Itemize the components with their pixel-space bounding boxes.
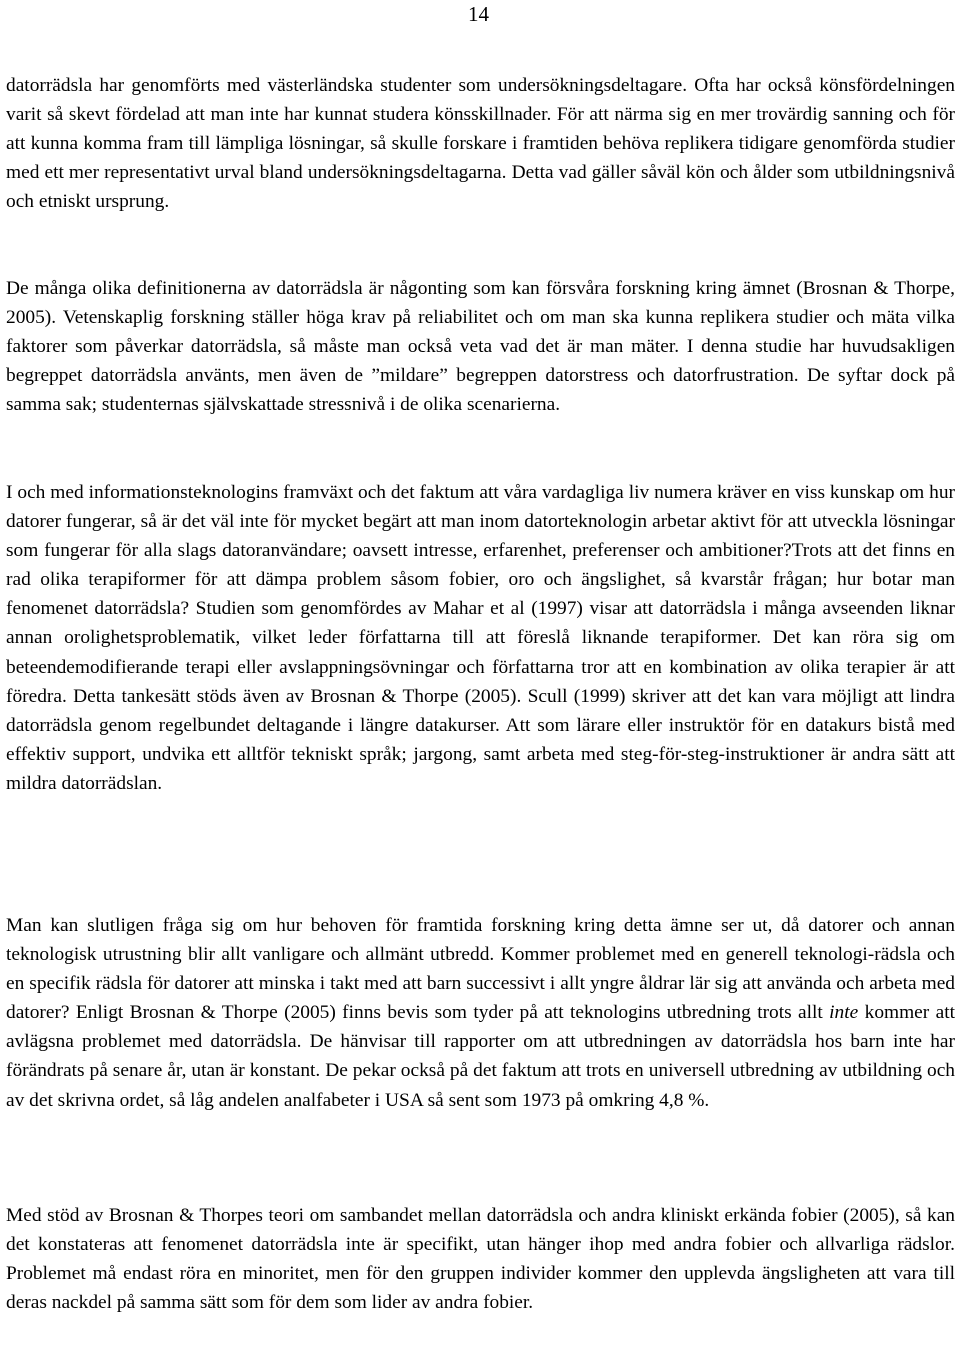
paragraph-4-text-after: kommer att avlägsna problemet med datorrädsla. De hänvisar till rapporter om att utbredningen av datorrädsla hos barn inte har förändrats på senare år, utan är konstant. De pekar också på det faktum att trots en universell utbredning av utbildning och av det skrivna ordet, så låg andelen analfabeter i USA så sent som 1973 på omkring 4,8 %. bbox=[6, 1002, 955, 1111]
paragraph-2: De många olika definitionerna av datorrädsla är någonting som kan försvåra forskning kring ämnet (Brosnan & Thorpe, 2005). Vetenskaplig forskning ställer höga krav på reliabilitet och om man ska kunna replikera studier och mäta vilka faktorer som påverkar datorrädsla, så måste man också veta vad det är man mäter. I denna studie har huvudsakligen begreppet datorrädsla använts, men även de ”mildare” begreppen datorstress och datorfrustration. De syftar dock på samma sak; studenternas självskattade stressnivå i de olika scenarierna. bbox=[6, 278, 955, 416]
paragraph-4-text-before: Man kan slutligen fråga sig om hur behoven för framtida forskning kring detta ämne ser ut, då datorer och annan teknologisk utrustning blir allt vanligare och allmänt utbredd. Kommer problemet med en generell teknologi-rädsla och en specifik rädsla för datorer att minska i takt med att barn successivt i allt yngre åldrar lär sig att använda och arbeta med datorer? Enligt Brosnan & Thorpe (2005) finns bevis som tyder på att teknologins utbredning trots allt bbox=[6, 915, 955, 1024]
paragraph-4 bbox=[6, 911, 955, 1115]
paragraph-1: datorrädsla har genomförts med västerländska studenter som undersökningsdeltagare. Ofta har också könsfördelningen varit så skevt fördelad att man inte har kunnat studera könsskillnader. För att närma sig en mer trovärdig sanning och för att kunna komma fram till lämpliga lösningar, så skulle forskare i framtiden behöva replikera tidigare genomförda studier med ett mer representativt urval bland undersökningsdeltagarna. Detta vad gäller såväl kön och ålder som utbildningsnivå och etniskt ursprung. bbox=[6, 75, 955, 213]
page-number: 14 bbox=[468, 2, 489, 26]
paragraph-4-italic-word: inte bbox=[829, 1002, 859, 1024]
paragraph-3: I och med informationsteknologins framväxt och det faktum att våra vardagliga liv numera kräver en viss kunskap om hur datorer fungerar, så är det väl inte för mycket begärt att man inom datorteknologin arbetar aktivt för att utveckla lösningar som fungerar för alla slags datoranvändare; oavsett intresse, erfarenhet, preferenser och ambitioner?Trots att det finns en rad olika terapiformer för att dämpa problem såsom fobier, oro och ängslighet, så kvarstår frågan; hur botar man fenomenet datorrädsla? Studien som genomfördes av Mahar et al (1997) visar att datorrädsla i många avseenden liknar annan orolighetsproblematik, vilket leder författarna till att föreslå liknande terapiformer. Det kan röra sig om beteendemodifierande terapi eller avslappningsövningar och författarna tror att en kombination av olika terapier är att föredra. Detta tankesätt stöds även av Brosnan & Thorpe (2005). Scull (1999) skriver att det kan vara möjligt att lindra datorrädsla genom regelbundet deltagande i längre datakurser. Att som lärare eller instruktör för en datakurs bistå med effektiv support, undvika ett alltför tekniskt språk; jargong, samt arbeta med steg-för-steg-instruktioner är andra sätt att mildra datorrädslan. bbox=[6, 482, 955, 794]
paragraph-5: Med stöd av Brosnan & Thorpes teori om sambandet mellan datorrädsla och andra kliniskt erkända fobier (2005), så kan det konstateras att fenomenet datorrädsla inte är specifikt, utan hänger ihop med andra fobier och allvarliga rädslor. Problemet må endast röra en minoritet, men för den gruppen individer kommer den upplevda ängsligheten att vara till deras nackdel på samma sätt som för dem som lider av andra fobier. bbox=[6, 1205, 955, 1314]
